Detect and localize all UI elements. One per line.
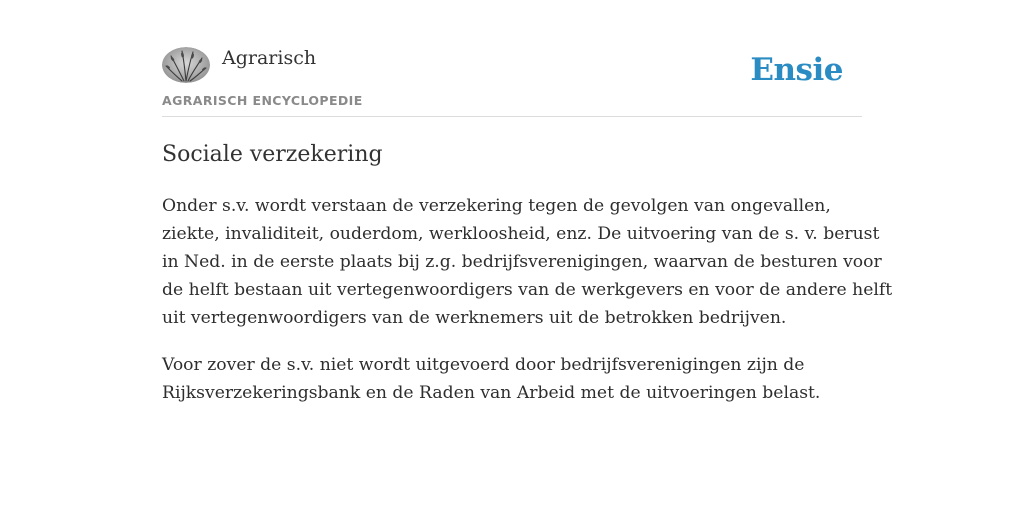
paragraph-line: ziekte, invaliditeit, ouderdom, werkloosheid, enz. De uitvoering van de s. v. berust bbox=[162, 224, 880, 244]
paragraph-line: in Ned. in de eerste plaats bij z.g. bedrijfsverenigingen, waarvan de besturen voor bbox=[162, 252, 882, 272]
source-name[interactable]: Agrarisch bbox=[222, 47, 317, 69]
paragraph-line: Onder s.v. wordt verstaan de verzekering tegen de gevolgen van ongevallen, bbox=[162, 196, 831, 216]
page-title: Sociale verzekering bbox=[162, 142, 383, 167]
ensie-logo[interactable]: Ensie bbox=[750, 52, 843, 88]
paragraph-line: Voor zover de s.v. niet wordt uitgevoerd door bedrijfsverenigingen zijn de bbox=[162, 355, 805, 375]
article-paragraph bbox=[162, 192, 893, 332]
article-body bbox=[162, 192, 893, 426]
paragraph-line: de helft bestaan uit vertegenwoordigers van de werkgevers en voor de andere helft bbox=[162, 280, 893, 300]
paragraph-line: uit vertegenwoordigers van de werknemers uit de betrokken bedrijven. bbox=[162, 308, 787, 328]
wheat-ears-icon[interactable] bbox=[162, 47, 210, 83]
source-header bbox=[162, 44, 862, 117]
article-paragraph bbox=[162, 351, 874, 407]
paragraph-line: Rijksverzekeringsbank en de Raden van Arbeid met de uitvoeringen belast. bbox=[162, 383, 821, 403]
source-caption: AGRARISCH ENCYCLOPEDIE bbox=[162, 93, 363, 108]
